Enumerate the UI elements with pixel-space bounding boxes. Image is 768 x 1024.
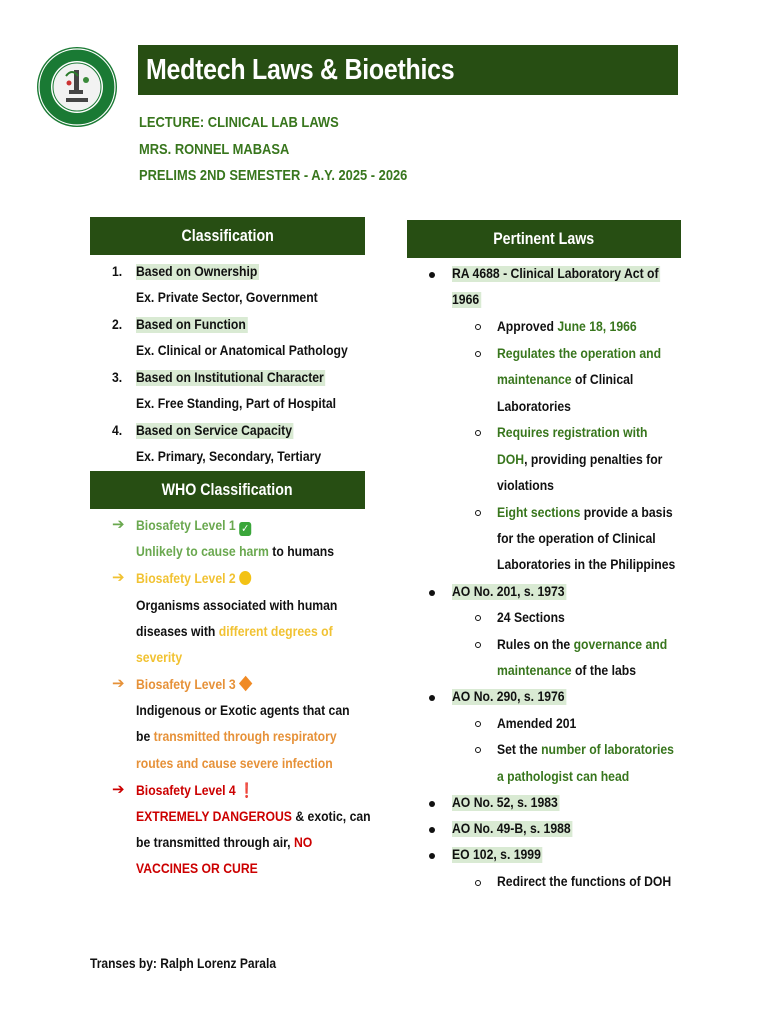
term-info: PRELIMS 2ND SEMESTER - A.Y. 2025 - 2026 bbox=[139, 167, 408, 184]
who-description: Indigenous or Exotic agents that can bbox=[136, 703, 350, 719]
title-bar bbox=[138, 45, 678, 95]
arrow-icon: ➔ bbox=[112, 781, 125, 798]
footer-credit: Transes by: Ralph Lorenz Parala bbox=[90, 955, 277, 971]
who-description: severity bbox=[136, 650, 183, 666]
sub-bullet-icon bbox=[475, 324, 481, 330]
law-ra-4688: RA 4688 - Clinical Laboratory Act of bbox=[452, 266, 659, 282]
law-detail: violations bbox=[497, 478, 554, 494]
bullet-icon bbox=[429, 590, 435, 596]
law-ao-290: AO No. 290, s. 1976 bbox=[452, 689, 565, 705]
list-number: 2. bbox=[112, 317, 123, 333]
sub-bullet-icon bbox=[475, 351, 481, 357]
yellow-circle-emoji-icon bbox=[239, 571, 251, 585]
list-number: 3. bbox=[112, 370, 123, 386]
arrow-icon: ➔ bbox=[112, 675, 125, 692]
law-detail: Laboratories in the Philippines bbox=[497, 557, 676, 573]
sub-bullet-icon bbox=[475, 642, 481, 648]
law-ra-4688-year: 1966 bbox=[452, 292, 480, 308]
who-description: VACCINES OR CURE bbox=[136, 861, 258, 877]
list-number: 4. bbox=[112, 423, 123, 439]
who-description: Organisms associated with human bbox=[136, 598, 338, 614]
biosafety-level-4: Biosafety Level 4 ❗ bbox=[136, 783, 255, 799]
sub-bullet-icon bbox=[475, 510, 481, 516]
bullet-icon bbox=[429, 801, 435, 807]
who-description: routes and cause severe infection bbox=[136, 756, 333, 772]
arrow-icon: ➔ bbox=[112, 516, 125, 533]
bullet-icon bbox=[429, 853, 435, 859]
classification-example: Ex. Clinical or Anatomical Pathology bbox=[136, 343, 348, 359]
orange-diamond-emoji-icon bbox=[239, 676, 252, 692]
classification-item-ownership: Based on Ownership bbox=[136, 264, 258, 280]
sub-bullet-icon bbox=[475, 430, 481, 436]
list-number: 1. bbox=[112, 264, 123, 280]
law-ao-52: AO No. 52, s. 1983 bbox=[452, 795, 558, 811]
lecture-info bbox=[139, 110, 451, 190]
law-detail: 24 Sections bbox=[497, 610, 565, 626]
bullet-icon bbox=[429, 827, 435, 833]
page-title: Medtech Laws & Bioethics bbox=[146, 53, 455, 86]
law-detail: Approved June 18, 1966 bbox=[497, 319, 637, 335]
biosafety-level-2: Biosafety Level 2 bbox=[136, 569, 251, 589]
law-detail: maintenance of the labs bbox=[497, 663, 636, 679]
classification-example: Ex. Free Standing, Part of Hospital bbox=[136, 396, 337, 412]
bullet-icon bbox=[429, 272, 435, 278]
law-detail: Set the number of laboratories bbox=[497, 742, 674, 758]
law-detail: DOH, providing penalties for bbox=[497, 452, 663, 468]
sub-bullet-icon bbox=[475, 747, 481, 753]
bullet-icon bbox=[429, 695, 435, 701]
law-detail: for the operation of Clinical bbox=[497, 531, 656, 547]
lecture-topic: LECTURE: CLINICAL LAB LAWS bbox=[139, 114, 339, 131]
classification-item-function: Based on Function bbox=[136, 317, 246, 333]
sub-bullet-icon bbox=[475, 721, 481, 727]
arrow-icon: ➔ bbox=[112, 569, 125, 586]
classification-item-institutional: Based on Institutional Character bbox=[136, 370, 324, 386]
lecturer-name: MRS. RONNEL MABASA bbox=[139, 140, 290, 158]
law-detail: Eight sections provide a basis bbox=[497, 505, 673, 521]
classification-example: Ex. Private Sector, Government bbox=[136, 290, 318, 306]
law-ao-201: AO No. 201, s. 1973 bbox=[452, 584, 565, 600]
biosafety-level-1: Biosafety Level 1 ✓ bbox=[136, 516, 251, 536]
law-detail: Requires registration with bbox=[497, 425, 648, 441]
who-description: Unlikely to cause harm to humans bbox=[136, 544, 334, 560]
biosafety-level-3: Biosafety Level 3 bbox=[136, 675, 250, 695]
classification-item-capacity: Based on Service Capacity bbox=[136, 423, 292, 439]
law-detail: Rules on the governance and bbox=[497, 637, 668, 653]
college-logo bbox=[36, 46, 118, 128]
sub-bullet-icon bbox=[475, 880, 481, 886]
pertinent-laws-heading: Pertinent Laws bbox=[407, 220, 681, 258]
law-detail: maintenance of Clinical bbox=[497, 372, 634, 388]
law-detail: Regulates the operation and bbox=[497, 346, 662, 362]
exclamation-emoji-icon: ❗ bbox=[239, 783, 255, 799]
sub-bullet-icon bbox=[475, 615, 481, 621]
who-description: diseases with different degrees of bbox=[136, 624, 333, 640]
law-detail: Laboratories bbox=[497, 399, 571, 415]
check-emoji-icon: ✓ bbox=[239, 522, 251, 536]
who-description: EXTREMELY DANGEROUS & exotic, can bbox=[136, 809, 371, 825]
who-description: be transmitted through respiratory bbox=[136, 729, 337, 745]
law-eo-102: EO 102, s. 1999 bbox=[452, 847, 541, 863]
who-classification-heading: WHO Classification bbox=[90, 471, 365, 509]
law-detail: a pathologist can head bbox=[497, 769, 630, 785]
law-detail: Redirect the functions of DOH bbox=[497, 874, 672, 890]
classification-heading: Classification bbox=[90, 217, 365, 255]
law-ao-49b: AO No. 49-B, s. 1988 bbox=[452, 821, 571, 837]
classification-example: Ex. Primary, Secondary, Tertiary bbox=[136, 449, 322, 465]
who-description: be transmitted through air, NO bbox=[136, 835, 313, 851]
law-detail: Amended 201 bbox=[497, 716, 577, 732]
logo-seal-icon bbox=[36, 46, 118, 128]
